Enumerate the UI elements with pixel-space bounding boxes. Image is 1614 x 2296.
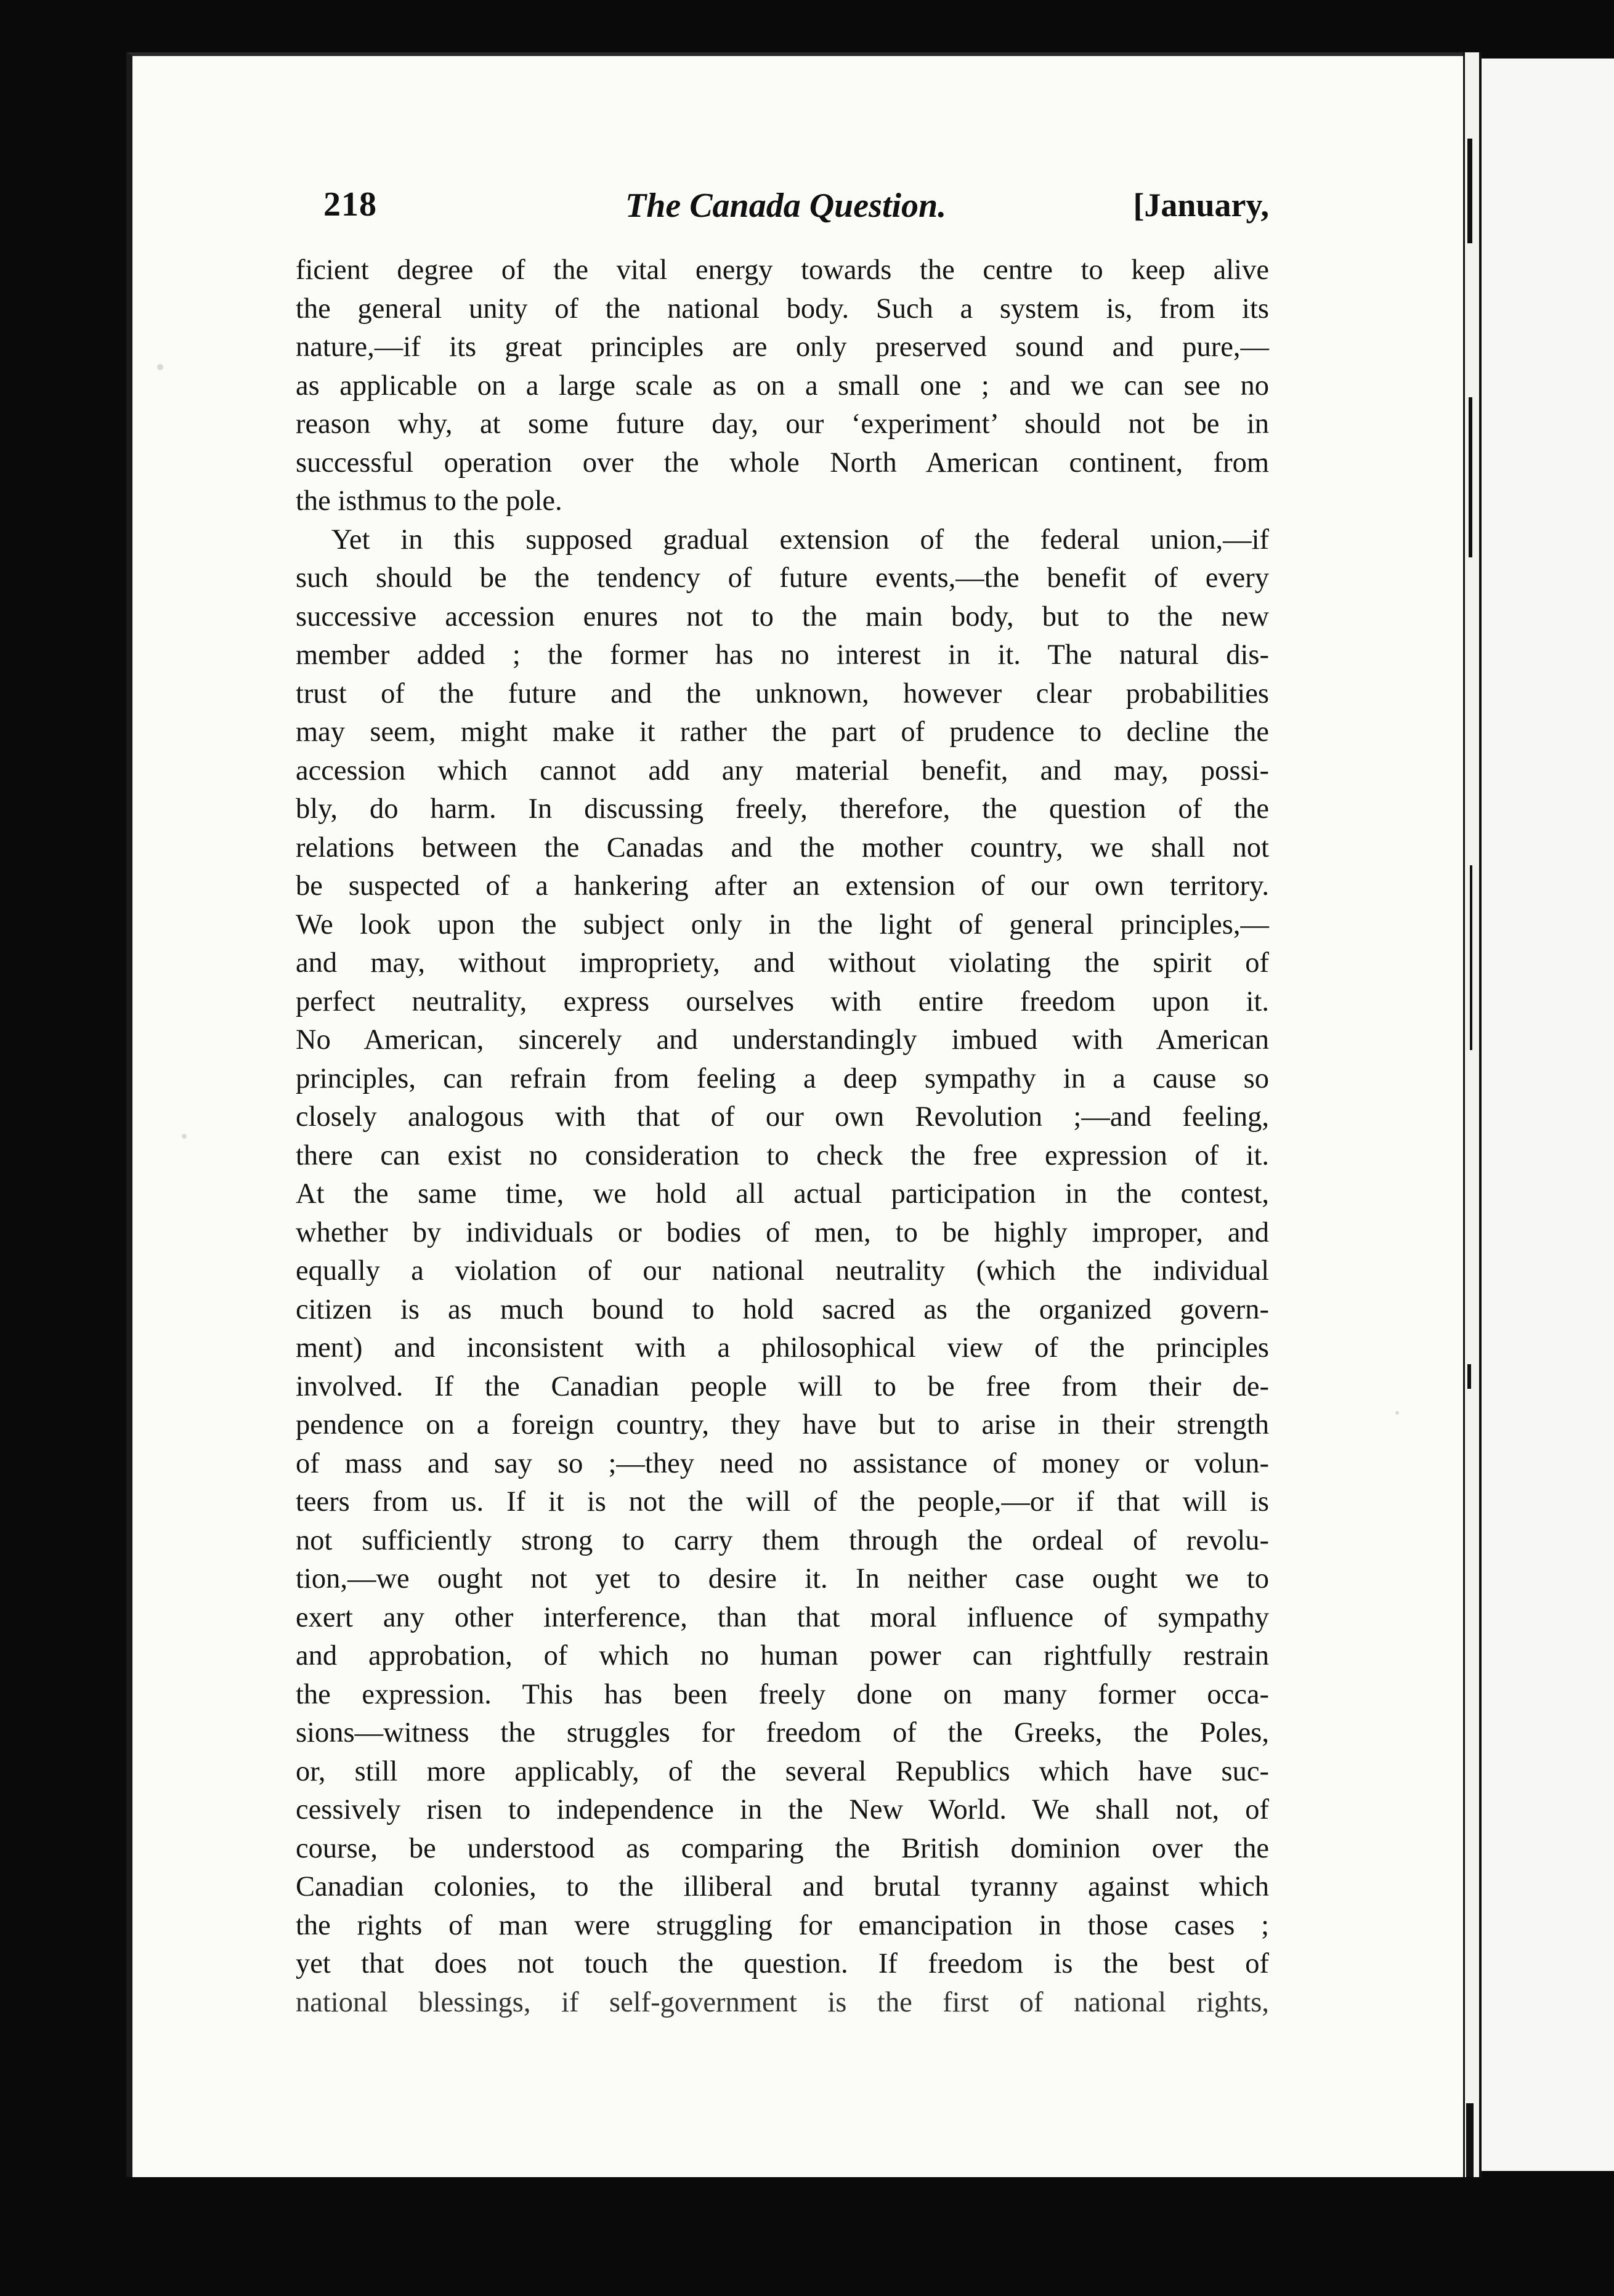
text-line: trust of the future and the unknown, however clear probabilities [296, 677, 1269, 709]
text-line: sions—witness the struggles for freedom of the Greeks, the Poles, [296, 1717, 1269, 1748]
text-line: No American, sincerely and understandingly imbued with American [296, 1024, 1269, 1056]
page-gutter [1463, 52, 1482, 2177]
text-line: the rights of man were struggling for emancipation in those cases ; [296, 1909, 1269, 1941]
page-number: 218 [323, 185, 377, 224]
running-date: [January, [1133, 187, 1269, 224]
text-line: the expression. This has been freely done on many former occa- [296, 1678, 1269, 1710]
text-line: principles, can refrain from feeling a deep sympathy in a cause so [296, 1062, 1269, 1094]
text-line: Canadian colonies, to the illiberal and brutal tyranny against which [296, 1871, 1269, 1902]
paragraph-start-line: Yet in this supposed gradual extension of the federal union,—if [331, 523, 1269, 556]
text-line: ficient degree of the vital energy towards the centre to keep alive [296, 254, 1269, 286]
text-line: ment) and inconsistent with a philosophical view of the principles [296, 1332, 1269, 1364]
text-line: yet that does not touch the question. If freedom is the best of [296, 1948, 1269, 1979]
text-line: reason why, at some future day, our ‘experiment’ should not be in [296, 408, 1269, 440]
text-line: member added ; the former has no interest in it. The natural dis- [296, 639, 1269, 671]
text-line: be suspected of a hankering after an extension of our own territory. [296, 870, 1269, 902]
text-line: the general unity of the national body. Such a system is, from its [296, 293, 1269, 325]
text-line: not sufficiently strong to carry them through the ordeal of revolu- [296, 1524, 1269, 1556]
text-line: closely analogous with that of our own Revolution ;—and feeling, [296, 1101, 1269, 1133]
text-line: as applicable on a large scale as on a small one ; and we can see no [296, 370, 1269, 402]
text-line: citizen is as much bound to hold sacred as the organized govern- [296, 1293, 1269, 1325]
text-line: tion,—we ought not yet to desire it. In neither case ought we to [296, 1563, 1269, 1595]
text-line: accession which cannot add any material benefit, and may, possi- [296, 754, 1269, 786]
text-line: bly, do harm. In discussing freely, therefore, the question of the [296, 793, 1269, 825]
text-line: whether by individuals or bodies of men, to be highly improper, and [296, 1216, 1269, 1248]
running-head [323, 185, 1269, 240]
text-line: nature,—if its great principles are only preserved sound and pure,— [296, 331, 1269, 363]
text-line: pendence on a foreign country, they have but to arise in their strength [296, 1409, 1269, 1441]
text-line: equally a violation of our national neutrality (which the individual [296, 1255, 1269, 1287]
text-line: exert any other interference, than that moral influence of sympathy [296, 1601, 1269, 1633]
text-line: may seem, might make it rather the part of prudence to decline the [296, 716, 1269, 748]
text-line: national blessings, if self-government is the first of national rights, [296, 1986, 1269, 2018]
text-line: course, be understood as comparing the British dominion over the [296, 1832, 1269, 1864]
text-line: teers from us. If it is not the will of the people,—or if that will is [296, 1486, 1269, 1518]
text-line: We look upon the subject only in the light of general principles,— [296, 908, 1269, 940]
text-line: of mass and say so ;—they need no assistance of money or volun- [296, 1447, 1269, 1479]
running-title: The Canada Question. [625, 187, 947, 225]
body-text [296, 251, 1269, 2022]
text-line: the isthmus to the pole. [296, 485, 562, 517]
text-line: there can exist no consideration to check the free expression of it. [296, 1139, 1269, 1171]
text-line: involved. If the Canadian people will to be free from their de- [296, 1370, 1269, 1402]
facing-page-edge [1482, 59, 1614, 2171]
text-line: successive accession enures not to the main body, but to the new [296, 600, 1269, 633]
text-line: and may, without impropriety, and without violating the spirit of [296, 947, 1269, 979]
text-line: cessively risen to independence in the New World. We shall not, of [296, 1794, 1269, 1825]
text-line: or, still more applicably, of the several Republics which have suc- [296, 1755, 1269, 1787]
text-line: perfect neutrality, express ourselves with entire freedom upon it. [296, 985, 1269, 1017]
text-line: relations between the Canadas and the mother country, we shall not [296, 831, 1269, 863]
text-line: successful operation over the whole North American continent, from [296, 447, 1269, 479]
text-line: such should be the tendency of future events,—the benefit of every [296, 562, 1269, 594]
text-line: and approbation, of which no human power can rightfully restrain [296, 1640, 1269, 1671]
text-line: At the same time, we hold all actual participation in the contest, [296, 1178, 1269, 1210]
